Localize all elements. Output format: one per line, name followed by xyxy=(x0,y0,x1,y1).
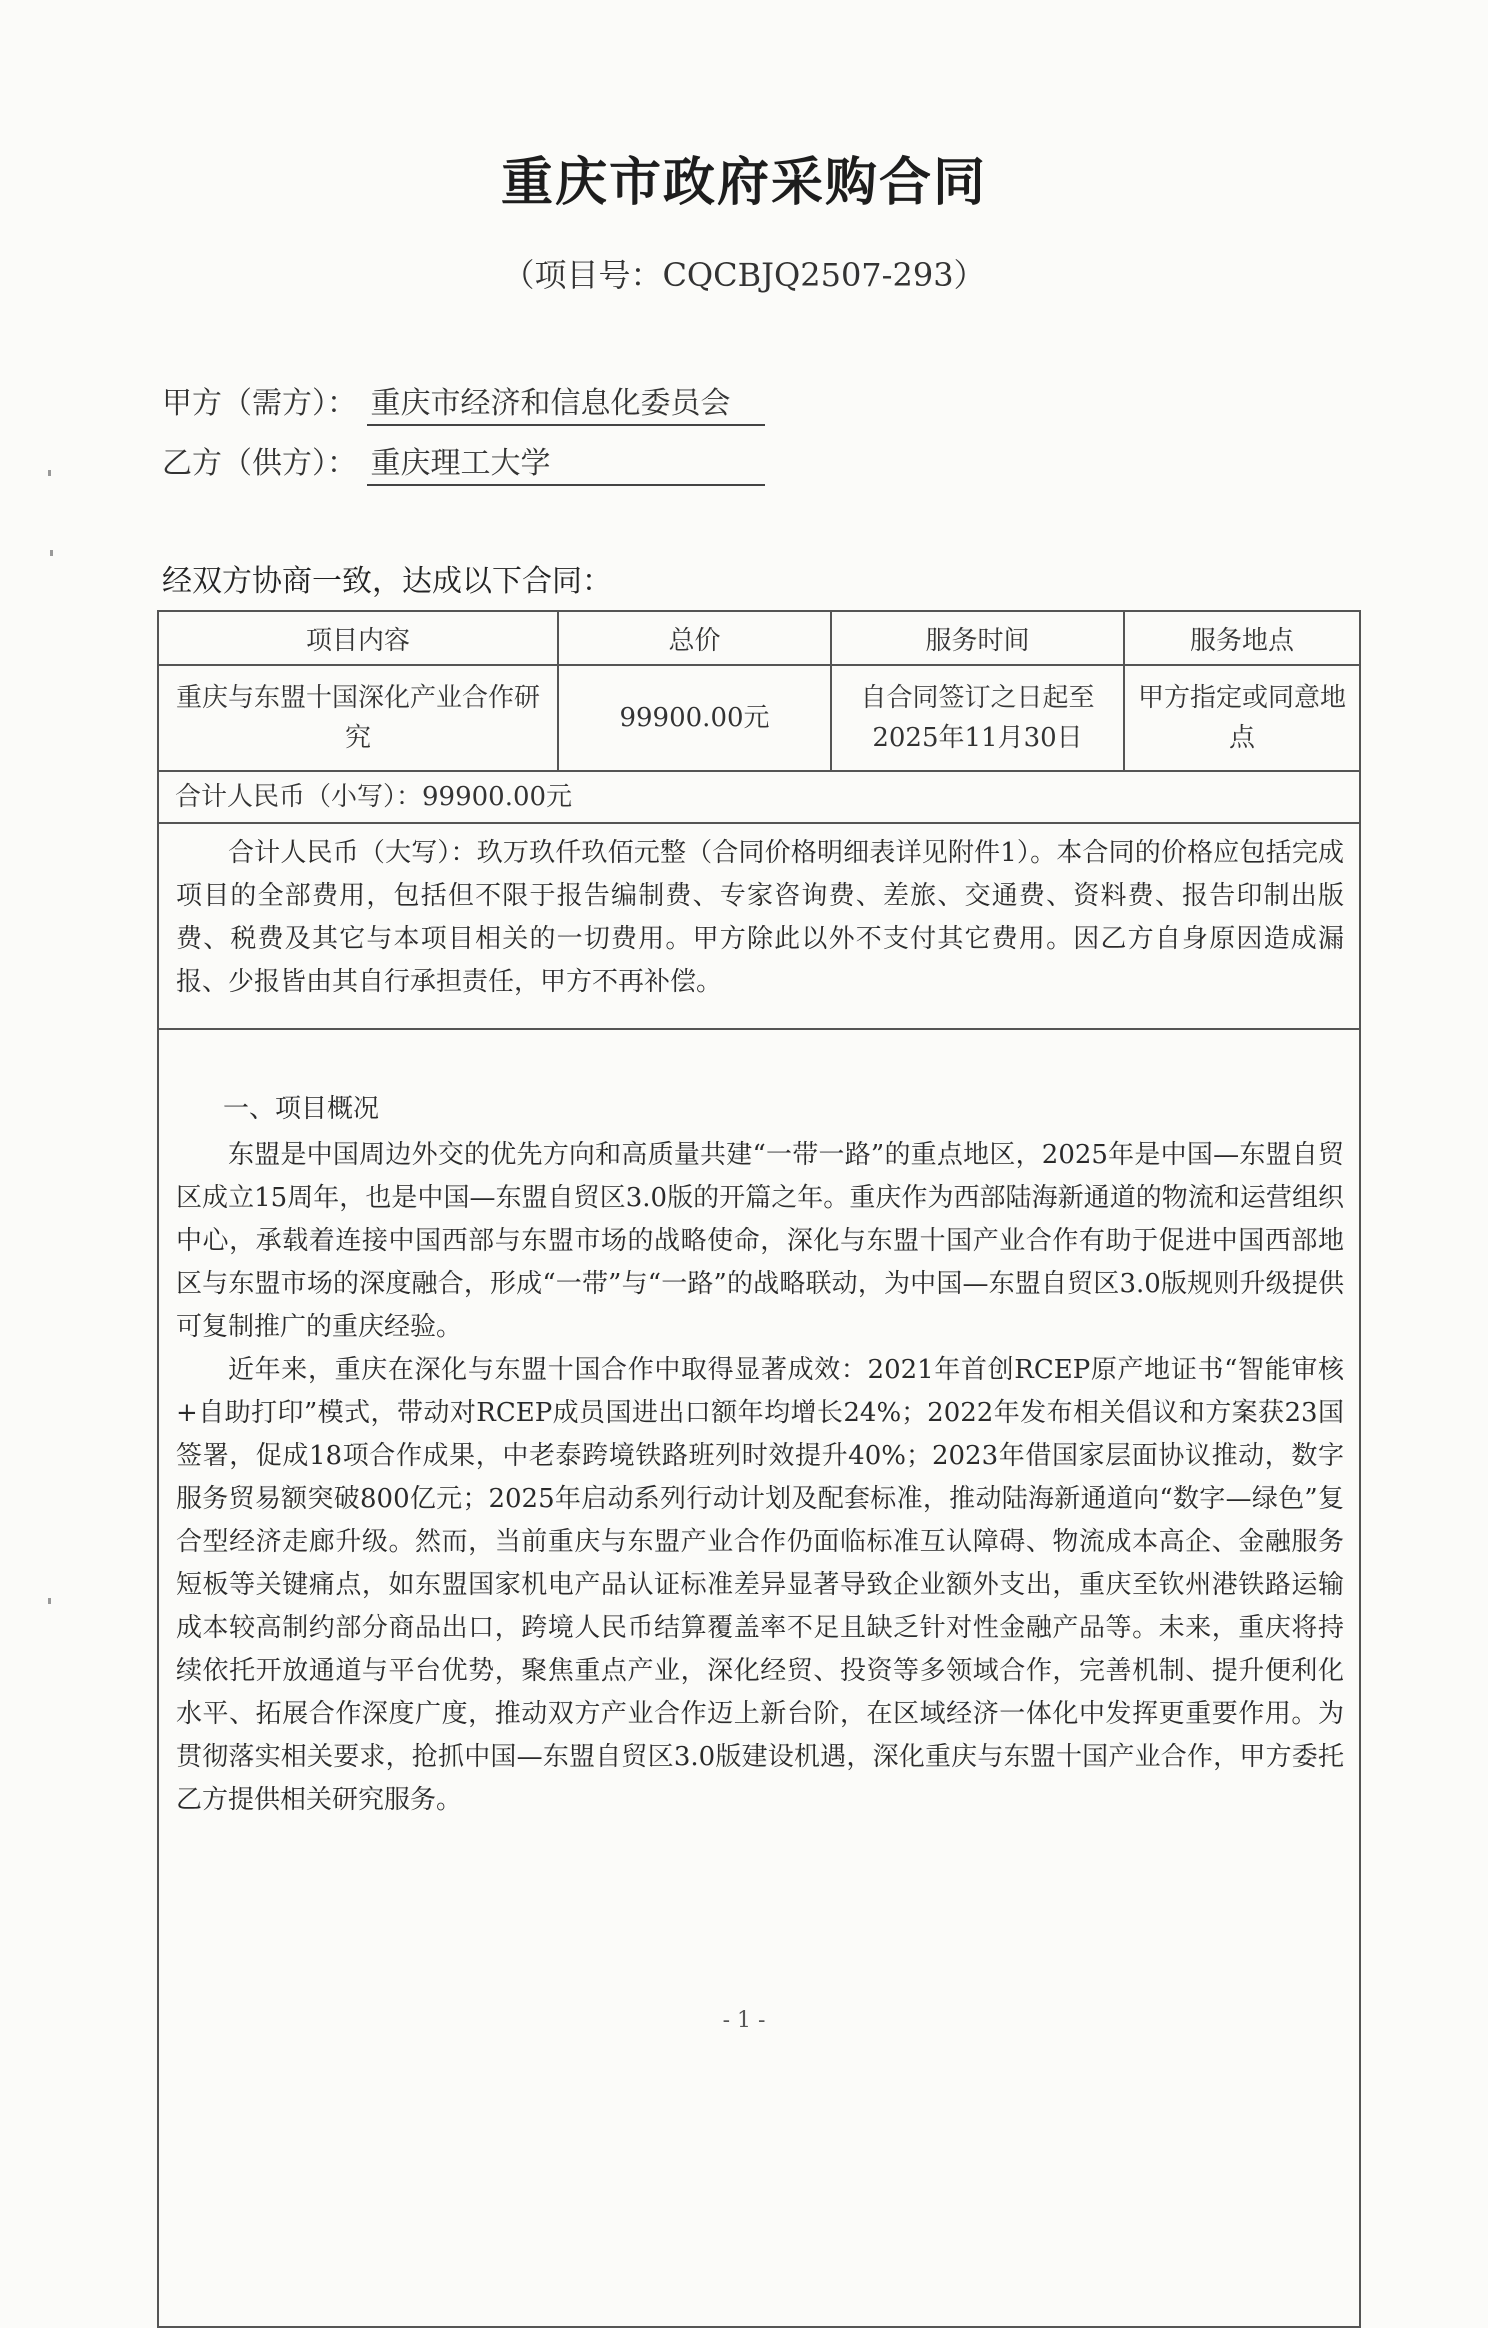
party-b-label: 乙方（供方）： xyxy=(162,446,357,481)
header-price: 总价 xyxy=(558,611,831,665)
section1-paragraph-1: 东盟是中国周边外交的优先方向和高质量共建“一带一路”的重点地区，2025年是中国—东盟自贸区成立15周年，也是中国—东盟自贸区3.0版的开篇之年。重庆作为西部陆海新通道的物流和运营组织中心，承载着连接中国西部与东盟市场的战略使命，深化与东盟十国产业合作有助于促进中国西部地区与东盟市场的深度融合，形成“一带”与“一路”的战略联动，为中国—东盟自贸区3.0版规则升级提供可复制推广的重庆经验。 xyxy=(176,1140,1344,1342)
party-a-label: 甲方（需方）： xyxy=(162,386,357,421)
price-table-header-row xyxy=(158,611,1360,665)
cell-time: 自合同签订之日起至2025年11月30日 xyxy=(831,665,1124,771)
total-amount-large-block xyxy=(176,832,1344,1004)
header-content: 项目内容 xyxy=(158,611,558,665)
party-a-value: 重庆市经济和信息化委员会 xyxy=(367,378,765,426)
section1-body xyxy=(176,1134,1344,1822)
cell-price: 99900.00元 xyxy=(558,665,831,771)
section-divider xyxy=(157,1028,1361,1030)
scan-speck xyxy=(48,470,51,476)
scan-speck xyxy=(50,550,53,556)
section1-heading: 一、项目概况 xyxy=(223,1094,380,1124)
section1-paragraph-2: 近年来，重庆在深化与东盟十国合作中取得显著成效：2021年首创RCEP原产地证书“智能审核+自助打印”模式，带动对RCEP成员国进出口额年均增长24%；2022年发布相关倡议和方案获23国签署，促成18项合作成果，中老泰跨境铁路班列时效提升40%；2023年借国家层面协议推动，数字服务贸易额突破800亿元；2025年启动系列行动计划及配套标准，推动陆海新通道向“数字—绿色”复合型经济走廊升级。然而，当前重庆与东盟产业合作仍面临标准互认障碍、物流成本高企、金融服务短板等关键痛点，如东盟国家机电产品认证标准差异显著导致企业额外支出，重庆至钦州港铁路运输成本较高制约部分商品出口，跨境人民币结算覆盖率不足且缺乏针对性金融产品等。未来，重庆将持续依托开放通道与平台优势，聚焦重点产业，深化经贸、投资等多领域合作，完善机制、提升便利化水平、拓展合作深度广度，推动双方产业合作迈上新台阶，在区域经济一体化中发挥更重要作用。为贯彻落实相关要求，抢抓中国—东盟自贸区3.0版建设机遇，深化重庆与东盟十国产业合作，甲方委托乙方提供相关研究服务。 xyxy=(176,1355,1344,1815)
total-amount-large-paragraph: 合计人民币（大写）：玖万玖仟玖佰元整（合同价格明细表详见附件1）。本合同的价格应包括完成项目的全部费用，包括但不限于报告编制费、专家咨询费、差旅、交通费、资料费、报告印制出版费、税费及其它与本项目相关的一切费用。甲方除此以外不支付其它费用。因乙方自身原因造成漏报、少报皆由其自行承担责任，甲方不再补偿。 xyxy=(176,838,1344,997)
price-table xyxy=(157,610,1361,772)
header-time: 服务时间 xyxy=(831,611,1124,665)
total-amount-small: 合计人民币（小写）：99900.00元 xyxy=(157,772,1361,824)
cell-content: 重庆与东盟十国深化产业合作研究 xyxy=(158,665,558,771)
project-number: （项目号：CQCBJQ2507-293） xyxy=(502,256,986,294)
document-title: 重庆市政府采购合同 xyxy=(500,152,987,213)
agreement-intro: 经双方协商一致，达成以下合同： xyxy=(162,564,612,599)
party-b-value: 重庆理工大学 xyxy=(367,438,765,486)
header-place: 服务地点 xyxy=(1124,611,1360,665)
party-b-line xyxy=(162,438,765,486)
cell-place: 甲方指定或同意地点 xyxy=(1124,665,1360,771)
page-number: - 1 - xyxy=(722,2008,766,2033)
party-a-line xyxy=(162,378,765,426)
table-row xyxy=(158,665,1360,771)
scan-speck xyxy=(48,1598,51,1604)
